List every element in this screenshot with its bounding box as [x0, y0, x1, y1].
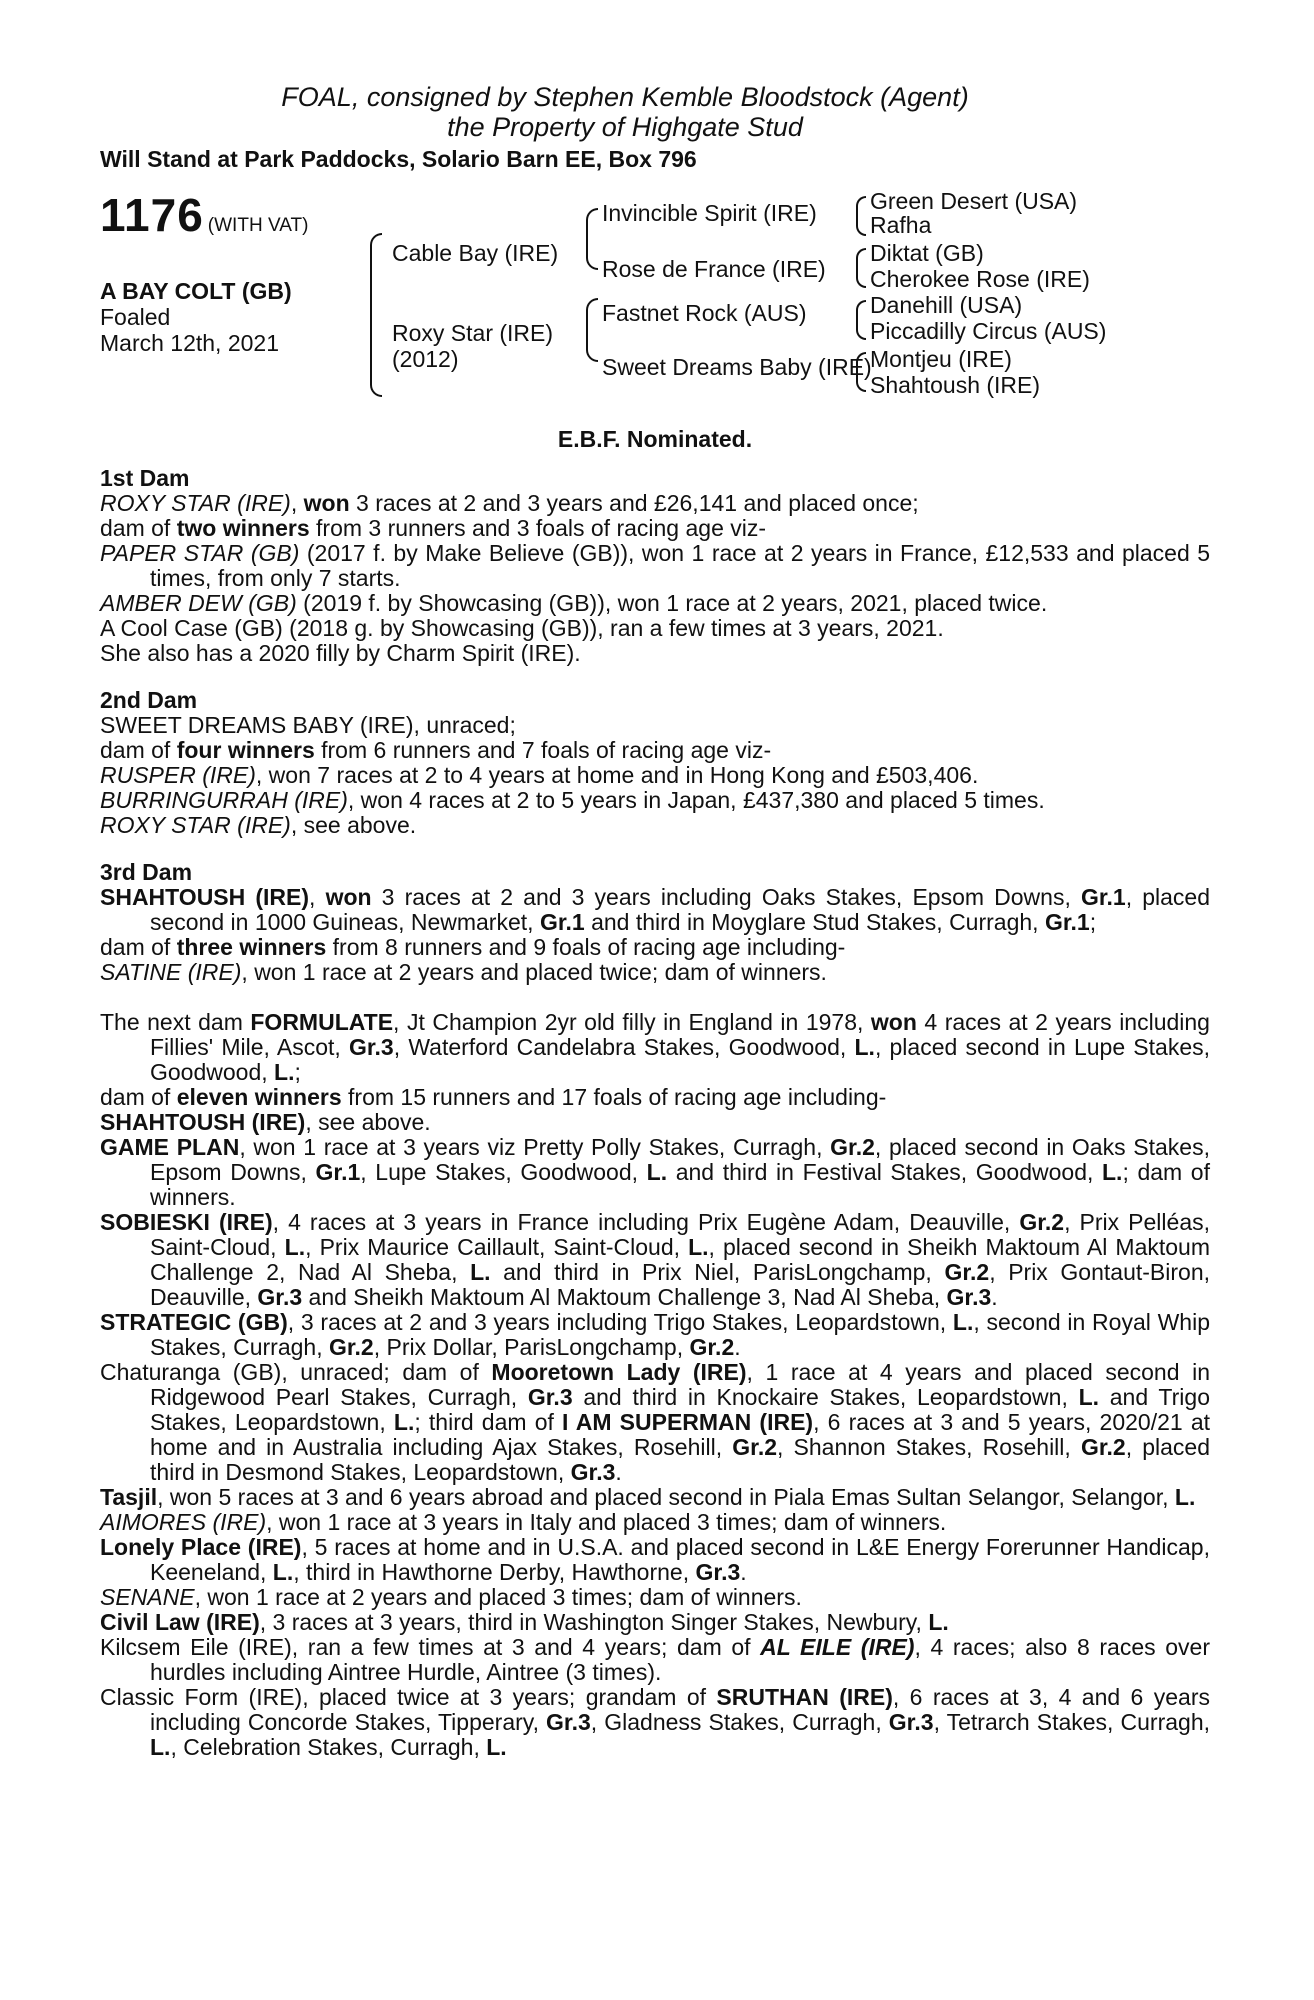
foaled-label: Foaled [100, 304, 171, 330]
header [40, 82, 1210, 142]
brace-ss [856, 196, 866, 236]
produce-game-plan: GAME PLAN, won 1 race at 3 years viz Pretty Polly Stakes, Curragh, Gr.2, placed second in Oaks Stakes, Epsom Downs, Gr.1, Lupe Stakes, Goodwood, L. and third in Festival Stakes, Goodwood, L.; dam of winners. [100, 1134, 1210, 1210]
sire-name: Cable Bay (IRE) [392, 240, 559, 266]
produce-satine: SATINE (IRE), won 1 race at 2 years and placed twice; dam of winners. [100, 959, 827, 985]
dam-sire: Fastnet Rock (AUS) [602, 300, 807, 326]
dds: Montjeu (IRE) [870, 346, 1012, 372]
produce-sobieski: SOBIESKI (IRE), 4 races at 3 years in France including Prix Eugène Adam, Deauville, Gr.2, Prix Pelléas, Saint-Cloud, L., Prix Maurice Caillault, Saint-Cloud, L., placed second in Sheikh Maktoum Al Maktoum Challenge 2, Nad Al Sheba, L. and third in Prix Niel, ParisLongchamp, Gr.2, Prix Gontaut-Biron, Deauville, Gr.3 and Sheikh Maktoum Al Maktoum Challenge 3, Nad Al Sheba, Gr.3. [100, 1209, 1211, 1310]
produce-civil-law: Civil Law (IRE), 3 races at 3 years, third in Washington Singer Stakes, Newbury, L. [100, 1609, 949, 1635]
produce-paper-star: PAPER STAR (GB) (2017 f. by Make Believe (GB)), won 1 race at 2 years in France, £12,533 and placed 5 times, from only 7 starts. [100, 540, 1211, 591]
dss: Danehill (USA) [870, 292, 1023, 318]
produce-aimores: AIMORES (IRE), won 1 race at 3 years in Italy and placed 3 times; dam of winners. [100, 1509, 947, 1535]
brace-ds [856, 300, 866, 340]
first-dam-note: She also has a 2020 filly by Charm Spirit (IRE). [100, 640, 581, 666]
consignor-line: FOAL, consigned by Stephen Kemble Bloodstock (Agent) [281, 82, 969, 112]
ssd: Rafha [870, 212, 932, 238]
first-dam-produce-line: dam of two winners from 3 runners and 3 foals of racing age viz- [100, 515, 767, 541]
catalogue-page [100, 82, 1210, 1760]
produce-kilcsem-eile: Kilcsem Eile (IRE), ran a few times at 3 and 4 years; dam of AL EILE (IRE), 4 races; also 8 races over hurdles including Aintree Hurdle, Aintree (3 times). [100, 1634, 1210, 1685]
first-dam-section [100, 466, 1210, 666]
produce-amber-dew: AMBER DEW (GB) (2019 f. by Showcasing (GB)), won 1 race at 2 years, 2021, placed twice. [100, 590, 1048, 616]
second-dam-heading: 2nd Dam [100, 687, 198, 713]
vat-note: (WITH VAT) [207, 215, 309, 236]
lot-number: 1176 [100, 189, 204, 241]
sss: Green Desert (USA) [870, 188, 1078, 214]
stand-line: Will Stand at Park Paddocks, Solario Barn EE, Box 796 [100, 146, 697, 172]
ddd: Shahtoush (IRE) [870, 372, 1041, 398]
sds: Diktat (GB) [870, 240, 984, 266]
dam-dam: Sweet Dreams Baby (IRE) [602, 354, 872, 380]
first-dam-line: ROXY STAR (IRE), won 3 races at 2 and 3 years and £26,141 and placed once; [100, 490, 919, 516]
next-dam-produce-line: dam of eleven winners from 15 runners and 17 foals of racing age including- [100, 1084, 887, 1110]
dsd: Piccadilly Circus (AUS) [870, 318, 1107, 344]
foaled-date: March 12th, 2021 [100, 330, 280, 356]
produce-burringurrah: BURRINGURRAH (IRE), won 4 races at 2 to 5 years in Japan, £437,380 and placed 5 times. [100, 787, 1045, 813]
lot-number-block [100, 188, 308, 242]
ebf-note: E.B.F. Nominated. [557, 426, 753, 452]
brace-dam [586, 298, 598, 362]
sdd: Cherokee Rose (IRE) [870, 266, 1090, 292]
pedigree-table [100, 188, 1210, 452]
second-dam-section [100, 688, 1210, 838]
lot-title: A BAY COLT (GB) [100, 278, 292, 304]
next-dam-section [100, 1010, 1210, 1760]
produce-tasjil: Tasjil, won 5 races at 3 and 6 years abroad and placed second in Piala Emas Sultan Selangor, Selangor, L. [100, 1484, 1196, 1510]
produce-rusper: RUSPER (IRE), won 7 races at 2 to 4 years at home and in Hong Kong and £503,406. [100, 762, 979, 788]
brace-main [370, 233, 382, 397]
produce-chaturanga: Chaturanga (GB), unraced; dam of Mooretown Lady (IRE), 1 race at 4 years and placed second in Ridgewood Pearl Stakes, Curragh, Gr.3 and third in Knockaire Stakes, Leopardstown, L. and Trigo Stakes, Leopardstown, L.; third dam of I AM SUPERMAN (IRE), 6 races at 3 and 5 years, 2020/21 at home and in Australia including Ajax Stakes, Rosehill, Gr.2, Shannon Stakes, Rosehill, Gr.2, placed third in Desmond Stakes, Leopardstown, Gr.3. [100, 1359, 1211, 1485]
sire-dam: Rose de France (IRE) [602, 256, 826, 282]
brace-sire [586, 208, 598, 270]
second-dam-line: SWEET DREAMS BABY (IRE), unraced; [100, 712, 516, 738]
dam-name: Roxy Star (IRE) [392, 320, 554, 346]
first-dam-heading: 1st Dam [100, 465, 190, 491]
brace-sd [856, 248, 866, 288]
brace-dd [856, 352, 866, 392]
sire-sire: Invincible Spirit (IRE) [602, 200, 817, 226]
next-dam-line: The next dam FORMULATE, Jt Champion 2yr old filly in England in 1978, won 4 races at 2 years including Fillies' Mile, Ascot, Gr.3, Waterford Candelabra Stakes, Goodwood, L., placed second in Lupe Stakes, Goodwood, L.; [100, 1009, 1211, 1085]
property-line: the Property of Highgate Stud [447, 112, 803, 142]
third-dam-section [100, 860, 1210, 985]
produce-roxy-star: ROXY STAR (IRE), see above. [100, 812, 417, 838]
produce-a-cool-case: A Cool Case (GB) (2018 g. by Showcasing (GB)), ran a few times at 3 years, 2021. [100, 615, 944, 641]
produce-shahtoush: SHAHTOUSH (IRE), see above. [100, 1109, 431, 1135]
third-dam-heading: 3rd Dam [100, 859, 193, 885]
produce-strategic: STRATEGIC (GB), 3 races at 2 and 3 years including Trigo Stakes, Leopardstown, L., second in Royal Whip Stakes, Curragh, Gr.2, Prix Dollar, ParisLongchamp, Gr.2. [100, 1309, 1210, 1360]
produce-classic-form: Classic Form (IRE), placed twice at 3 years; grandam of SRUTHAN (IRE), 6 races at 3, 4 and 6 years including Concorde Stakes, Tipperary, Gr.3, Gladness Stakes, Curragh, Gr.3, Tetrarch Stakes, Curragh, L., Celebration Stakes, Curragh, L. [100, 1684, 1210, 1760]
second-dam-produce-line: dam of four winners from 6 runners and 7 foals of racing age viz- [100, 737, 772, 763]
dam-year: (2012) [392, 346, 459, 372]
third-dam-line: SHAHTOUSH (IRE), won 3 races at 2 and 3 years including Oaks Stakes, Epsom Downs, Gr.1, placed second in 1000 Guineas, Newmarket, Gr.1 and third in Moyglare Stud Stakes, Curragh, Gr.1; [100, 884, 1211, 935]
produce-senane: SENANE, won 1 race at 2 years and placed 3 times; dam of winners. [100, 1584, 802, 1610]
produce-lonely-place: Lonely Place (IRE), 5 races at home and in U.S.A. and placed second in L&E Energy Forerunner Handicap, Keeneland, L., third in Hawthorne Derby, Hawthorne, Gr.3. [100, 1534, 1210, 1585]
third-dam-produce-line: dam of three winners from 8 runners and 9 foals of racing age including- [100, 934, 846, 960]
